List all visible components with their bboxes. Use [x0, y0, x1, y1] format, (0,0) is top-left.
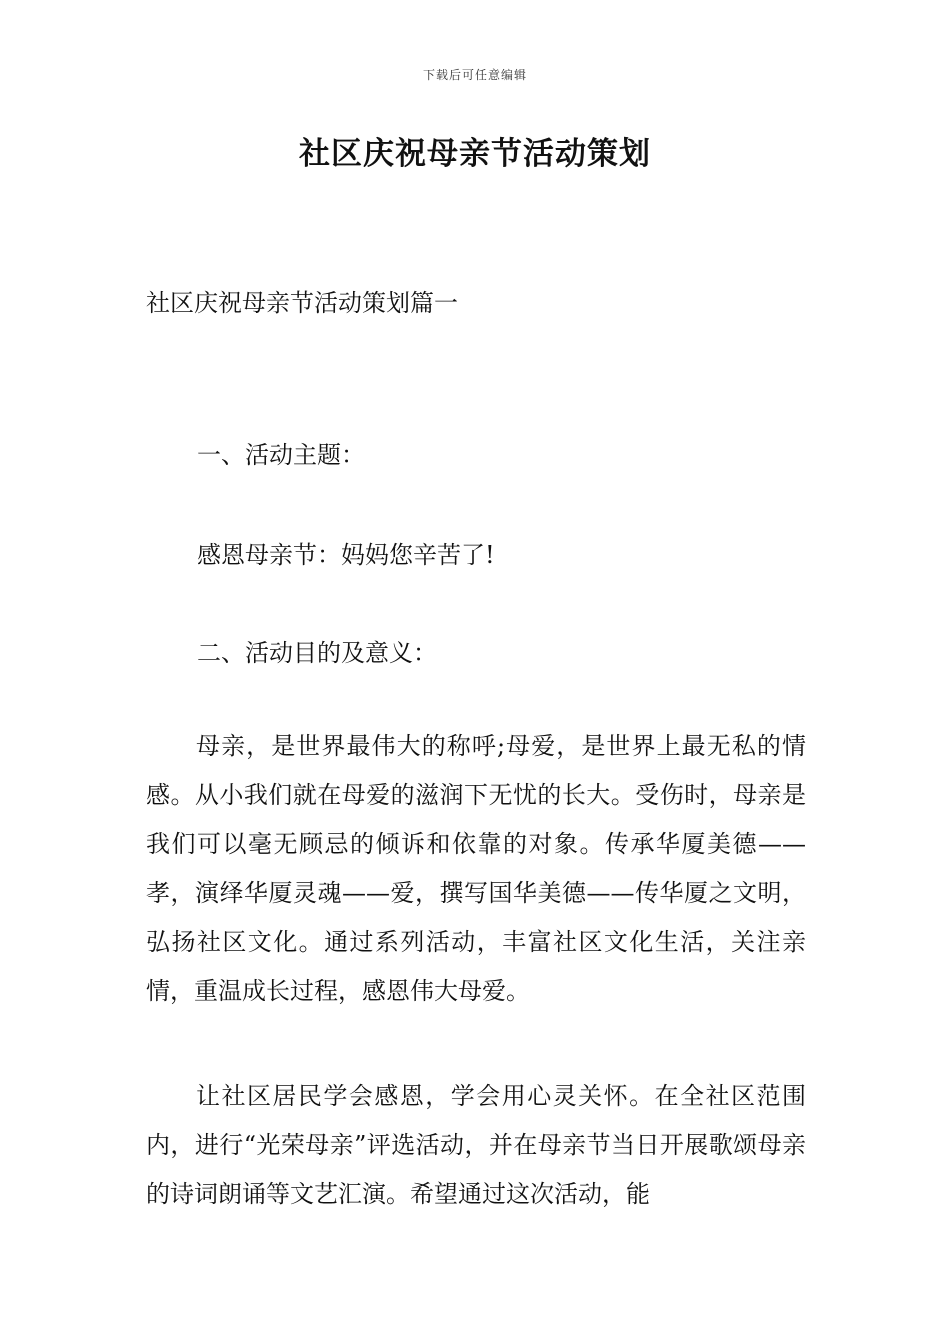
- paragraph-purpose: 母亲，是世界最伟大的称呼;母爱，是世界上最无私的情感。从小我们就在母爱的滋润下无忧的长大。受伤时，母亲是我们可以毫无顾忌的倾诉和依靠的对象。传承华厦美德——孝，演绎华厦灵魂——爱，撰写国华美德——传华厦之文明，弘扬社区文化。通过系列活动，丰富社区文化生活，关注亲情，重温成长过程，感恩伟大母爱。: [146, 732, 806, 1005]
- paragraph-gratitude: 让社区居民学会感恩，学会用心灵关怀。在全社区范围内，进行“光荣母亲”评选活动，并在母亲节当日开展歌颂母亲的诗词朗诵等文艺汇演。希望通过这次活动，能: [146, 1082, 806, 1208]
- header-note: 下载后可任意编辑: [422, 68, 527, 82]
- theme-heading: 一、活动主题：: [197, 441, 365, 469]
- document-title: 社区庆祝母亲节活动策划: [299, 136, 651, 172]
- purpose-heading: 二、活动目的及意义：: [197, 639, 437, 667]
- theme-text: 感恩母亲节：妈妈您辛苦了!: [197, 541, 495, 569]
- section-subtitle: 社区庆祝母亲节活动策划篇一: [146, 289, 458, 317]
